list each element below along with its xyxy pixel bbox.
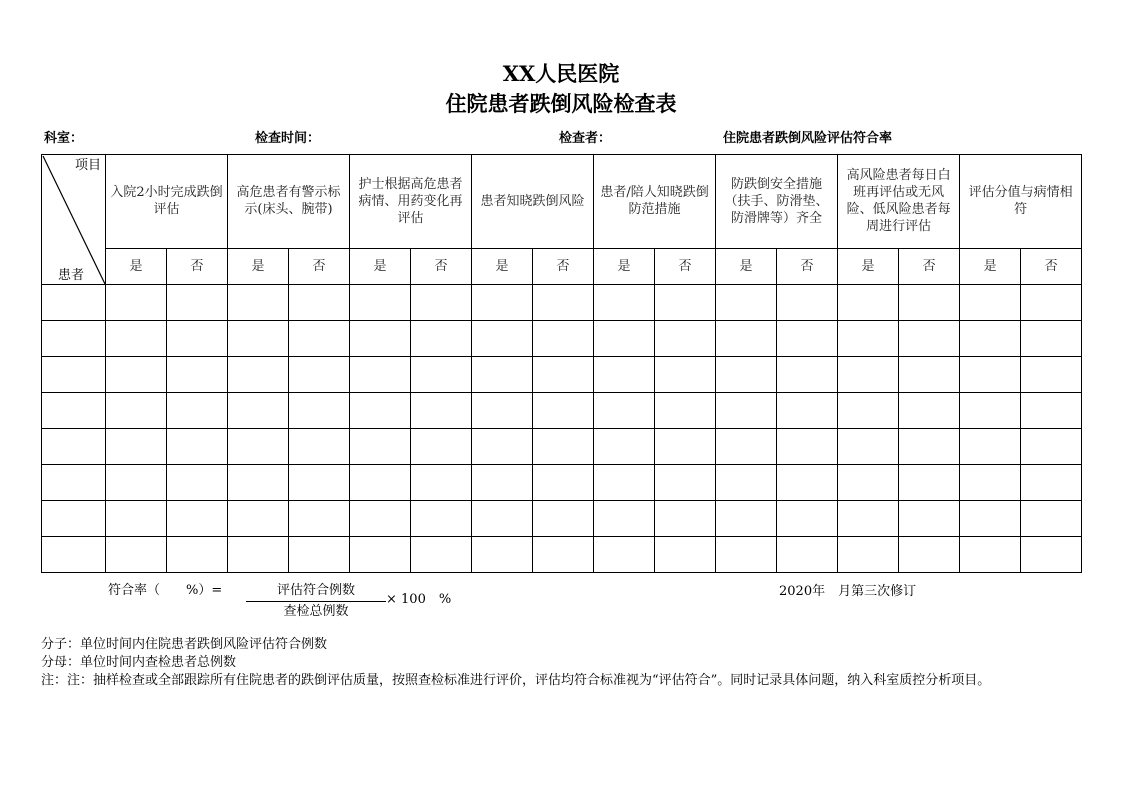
check-cell[interactable] <box>411 357 472 393</box>
item-header: 评估分值与病情相符 <box>960 155 1082 249</box>
item-header: 高危患者有警示标示(床头、腕带) <box>228 155 350 249</box>
check-cell[interactable] <box>350 357 411 393</box>
check-cell[interactable] <box>289 321 350 357</box>
yes-header: 是 <box>594 248 655 284</box>
check-cell[interactable] <box>777 429 838 465</box>
check-cell[interactable] <box>472 537 533 573</box>
check-cell[interactable] <box>838 357 899 393</box>
formula-fraction <box>246 582 386 621</box>
check-cell[interactable] <box>1021 501 1082 537</box>
check-cell[interactable] <box>594 321 655 357</box>
table-row <box>42 285 1082 321</box>
no-header: 否 <box>167 248 228 284</box>
check-cell[interactable] <box>594 429 655 465</box>
no-header: 否 <box>411 248 472 284</box>
check-cell[interactable] <box>228 357 289 393</box>
check-cell[interactable] <box>716 321 777 357</box>
table-row <box>42 357 1082 393</box>
check-cell[interactable] <box>838 465 899 501</box>
check-cell[interactable] <box>167 501 228 537</box>
item-header: 高风险患者每日白班再评估或无风险、低风险患者每周进行评估 <box>838 155 960 249</box>
check-cell[interactable] <box>899 465 960 501</box>
check-cell[interactable] <box>167 285 228 321</box>
check-cell[interactable] <box>350 393 411 429</box>
item-header: 患者/陪人知晓跌倒防范措施 <box>594 155 716 249</box>
check-cell[interactable] <box>350 465 411 501</box>
check-cell[interactable] <box>594 393 655 429</box>
corner-patient-label: 患者 <box>58 268 85 283</box>
check-cell[interactable] <box>472 393 533 429</box>
check-cell[interactable] <box>899 285 960 321</box>
diagonal-line <box>42 155 106 285</box>
patient-cell[interactable] <box>42 501 106 537</box>
check-cell[interactable] <box>655 429 716 465</box>
item-header: 入院2小时完成跌倒评估 <box>106 155 228 249</box>
check-cell[interactable] <box>167 465 228 501</box>
yes-header: 是 <box>960 248 1021 284</box>
check-cell[interactable] <box>899 357 960 393</box>
check-cell[interactable] <box>228 285 289 321</box>
check-cell[interactable] <box>716 393 777 429</box>
check-cell[interactable] <box>167 321 228 357</box>
check-cell[interactable] <box>167 537 228 573</box>
check-cell[interactable] <box>1021 393 1082 429</box>
check-cell[interactable] <box>594 501 655 537</box>
patient-cell[interactable] <box>42 465 106 501</box>
check-cell[interactable] <box>960 537 1021 573</box>
check-cell[interactable] <box>1021 537 1082 573</box>
check-cell[interactable] <box>106 321 167 357</box>
check-cell[interactable] <box>838 321 899 357</box>
check-cell[interactable] <box>472 429 533 465</box>
form-title: 住院患者跌倒风险检查表 <box>445 91 677 116</box>
check-cell[interactable] <box>411 465 472 501</box>
check-cell[interactable] <box>411 429 472 465</box>
check-cell[interactable] <box>167 393 228 429</box>
table-row <box>42 393 1082 429</box>
yes-header: 是 <box>106 248 167 284</box>
check-cell[interactable] <box>228 321 289 357</box>
check-cell[interactable] <box>838 393 899 429</box>
check-cell[interactable] <box>1021 357 1082 393</box>
patient-cell[interactable] <box>42 285 106 321</box>
notes-section <box>41 636 1081 690</box>
check-cell[interactable] <box>1021 321 1082 357</box>
formula-suffix: × 100 % <box>386 592 452 607</box>
check-cell[interactable] <box>228 393 289 429</box>
check-cell[interactable] <box>228 465 289 501</box>
check-cell[interactable] <box>960 465 1021 501</box>
table-row <box>42 465 1082 501</box>
table-row <box>42 537 1082 573</box>
check-cell[interactable] <box>289 393 350 429</box>
numerator-note: 分子：单位时间内住院患者跌倒风险评估符合例数 <box>41 637 328 652</box>
check-cell[interactable] <box>106 429 167 465</box>
department-label: 科室： <box>44 131 84 146</box>
check-cell[interactable] <box>228 537 289 573</box>
check-cell[interactable] <box>899 537 960 573</box>
check-cell[interactable] <box>472 357 533 393</box>
yes-header: 是 <box>350 248 411 284</box>
check-cell[interactable] <box>960 285 1021 321</box>
check-cell[interactable] <box>716 501 777 537</box>
check-cell[interactable] <box>838 285 899 321</box>
check-cell[interactable] <box>716 537 777 573</box>
inspector-label: 检查者： <box>559 131 612 146</box>
check-cell[interactable] <box>106 465 167 501</box>
check-cell[interactable] <box>838 537 899 573</box>
formula-numerator: 评估符合例数 <box>246 582 386 602</box>
check-cell[interactable] <box>899 501 960 537</box>
check-cell[interactable] <box>472 465 533 501</box>
check-cell[interactable] <box>289 465 350 501</box>
check-cell[interactable] <box>411 321 472 357</box>
check-cell[interactable] <box>960 321 1021 357</box>
no-header: 否 <box>533 248 594 284</box>
patient-cell[interactable] <box>42 357 106 393</box>
compliance-rate-label: 住院患者跌倒风险评估符合率 <box>723 131 893 146</box>
check-cell[interactable] <box>411 501 472 537</box>
check-cell[interactable] <box>411 393 472 429</box>
check-cell[interactable] <box>1021 465 1082 501</box>
no-header: 否 <box>777 248 838 284</box>
check-cell[interactable] <box>655 465 716 501</box>
compliance-formula <box>108 582 452 619</box>
check-cell[interactable] <box>289 285 350 321</box>
check-cell[interactable] <box>289 537 350 573</box>
check-cell[interactable] <box>533 357 594 393</box>
check-cell[interactable] <box>167 357 228 393</box>
check-cell[interactable] <box>594 537 655 573</box>
check-cell[interactable] <box>411 537 472 573</box>
inspection-table <box>41 154 1082 573</box>
no-header: 否 <box>289 248 350 284</box>
check-cell[interactable] <box>533 321 594 357</box>
patient-cell[interactable] <box>42 429 106 465</box>
check-cell[interactable] <box>777 285 838 321</box>
header-row <box>42 155 1082 249</box>
check-cell[interactable] <box>655 285 716 321</box>
check-cell[interactable] <box>289 357 350 393</box>
denominator-note: 分母：单位时间内查检患者总例数 <box>41 655 237 670</box>
check-cell[interactable] <box>533 465 594 501</box>
check-time-label: 检查时间： <box>255 131 321 146</box>
table-row <box>42 501 1082 537</box>
check-cell[interactable] <box>289 501 350 537</box>
check-cell[interactable] <box>106 537 167 573</box>
no-header: 否 <box>899 248 960 284</box>
check-cell[interactable] <box>899 321 960 357</box>
check-cell[interactable] <box>899 429 960 465</box>
check-cell[interactable] <box>777 501 838 537</box>
check-cell[interactable] <box>655 537 716 573</box>
check-cell[interactable] <box>594 465 655 501</box>
table-row <box>42 429 1082 465</box>
check-cell[interactable] <box>838 501 899 537</box>
check-cell[interactable] <box>106 393 167 429</box>
check-cell[interactable] <box>716 285 777 321</box>
check-cell[interactable] <box>350 501 411 537</box>
check-cell[interactable] <box>716 429 777 465</box>
check-cell[interactable] <box>655 393 716 429</box>
corner-item-label: 项目 <box>74 158 101 173</box>
check-cell[interactable] <box>655 357 716 393</box>
check-cell[interactable] <box>1021 429 1082 465</box>
check-cell[interactable] <box>533 537 594 573</box>
check-cell[interactable] <box>777 393 838 429</box>
check-cell[interactable] <box>960 393 1021 429</box>
check-cell[interactable] <box>655 321 716 357</box>
revision-note: 2020年 月第三次修订 <box>779 584 917 599</box>
check-cell[interactable] <box>106 285 167 321</box>
check-cell[interactable] <box>960 429 1021 465</box>
patient-cell[interactable] <box>42 321 106 357</box>
check-cell[interactable] <box>106 357 167 393</box>
check-cell[interactable] <box>777 321 838 357</box>
hospital-name: XX人民医院 <box>502 61 620 86</box>
yes-header: 是 <box>838 248 899 284</box>
item-header: 患者知晓跌倒风险 <box>472 155 594 249</box>
corner-cell <box>42 155 106 285</box>
check-cell[interactable] <box>716 465 777 501</box>
check-cell[interactable] <box>350 429 411 465</box>
check-cell[interactable] <box>472 285 533 321</box>
formula-prefix: 符合率（ %）= <box>108 583 223 598</box>
yes-no-row <box>42 248 1082 284</box>
check-cell[interactable] <box>533 429 594 465</box>
patient-cell[interactable] <box>42 537 106 573</box>
yes-header: 是 <box>472 248 533 284</box>
yes-header: 是 <box>228 248 289 284</box>
check-cell[interactable] <box>777 465 838 501</box>
check-cell[interactable] <box>350 537 411 573</box>
check-cell[interactable] <box>594 357 655 393</box>
check-cell[interactable] <box>960 357 1021 393</box>
no-header: 否 <box>655 248 716 284</box>
remark-note: 注：注：抽样检查或全部跟踪所有住院患者的跌倒评估质量，按照查检标准进行评价，评估均符合标准视为“评估符合”。同时记录具体问题，纳入科室质控分析项目。 <box>41 673 991 688</box>
check-cell[interactable] <box>167 429 228 465</box>
check-cell[interactable] <box>838 429 899 465</box>
check-cell[interactable] <box>899 393 960 429</box>
check-cell[interactable] <box>289 429 350 465</box>
check-cell[interactable] <box>533 393 594 429</box>
check-cell[interactable] <box>472 501 533 537</box>
check-cell[interactable] <box>350 285 411 321</box>
check-cell[interactable] <box>228 429 289 465</box>
check-cell[interactable] <box>533 501 594 537</box>
check-cell[interactable] <box>533 285 594 321</box>
check-cell[interactable] <box>350 321 411 357</box>
check-cell[interactable] <box>228 501 289 537</box>
check-cell[interactable] <box>716 357 777 393</box>
check-cell[interactable] <box>594 285 655 321</box>
patient-cell[interactable] <box>42 393 106 429</box>
formula-denominator: 查检总例数 <box>283 604 349 619</box>
check-cell[interactable] <box>960 501 1021 537</box>
no-header: 否 <box>1021 248 1082 284</box>
check-cell[interactable] <box>411 285 472 321</box>
check-cell[interactable] <box>1021 285 1082 321</box>
item-header: 护士根据高危患者病情、用药变化再评估 <box>350 155 472 249</box>
check-cell[interactable] <box>472 321 533 357</box>
check-cell[interactable] <box>777 357 838 393</box>
check-cell[interactable] <box>106 501 167 537</box>
item-header: 防跌倒安全措施（扶手、防滑垫、防滑牌等）齐全 <box>716 155 838 249</box>
check-cell[interactable] <box>777 537 838 573</box>
check-cell[interactable] <box>655 501 716 537</box>
table-row <box>42 321 1082 357</box>
yes-header: 是 <box>716 248 777 284</box>
